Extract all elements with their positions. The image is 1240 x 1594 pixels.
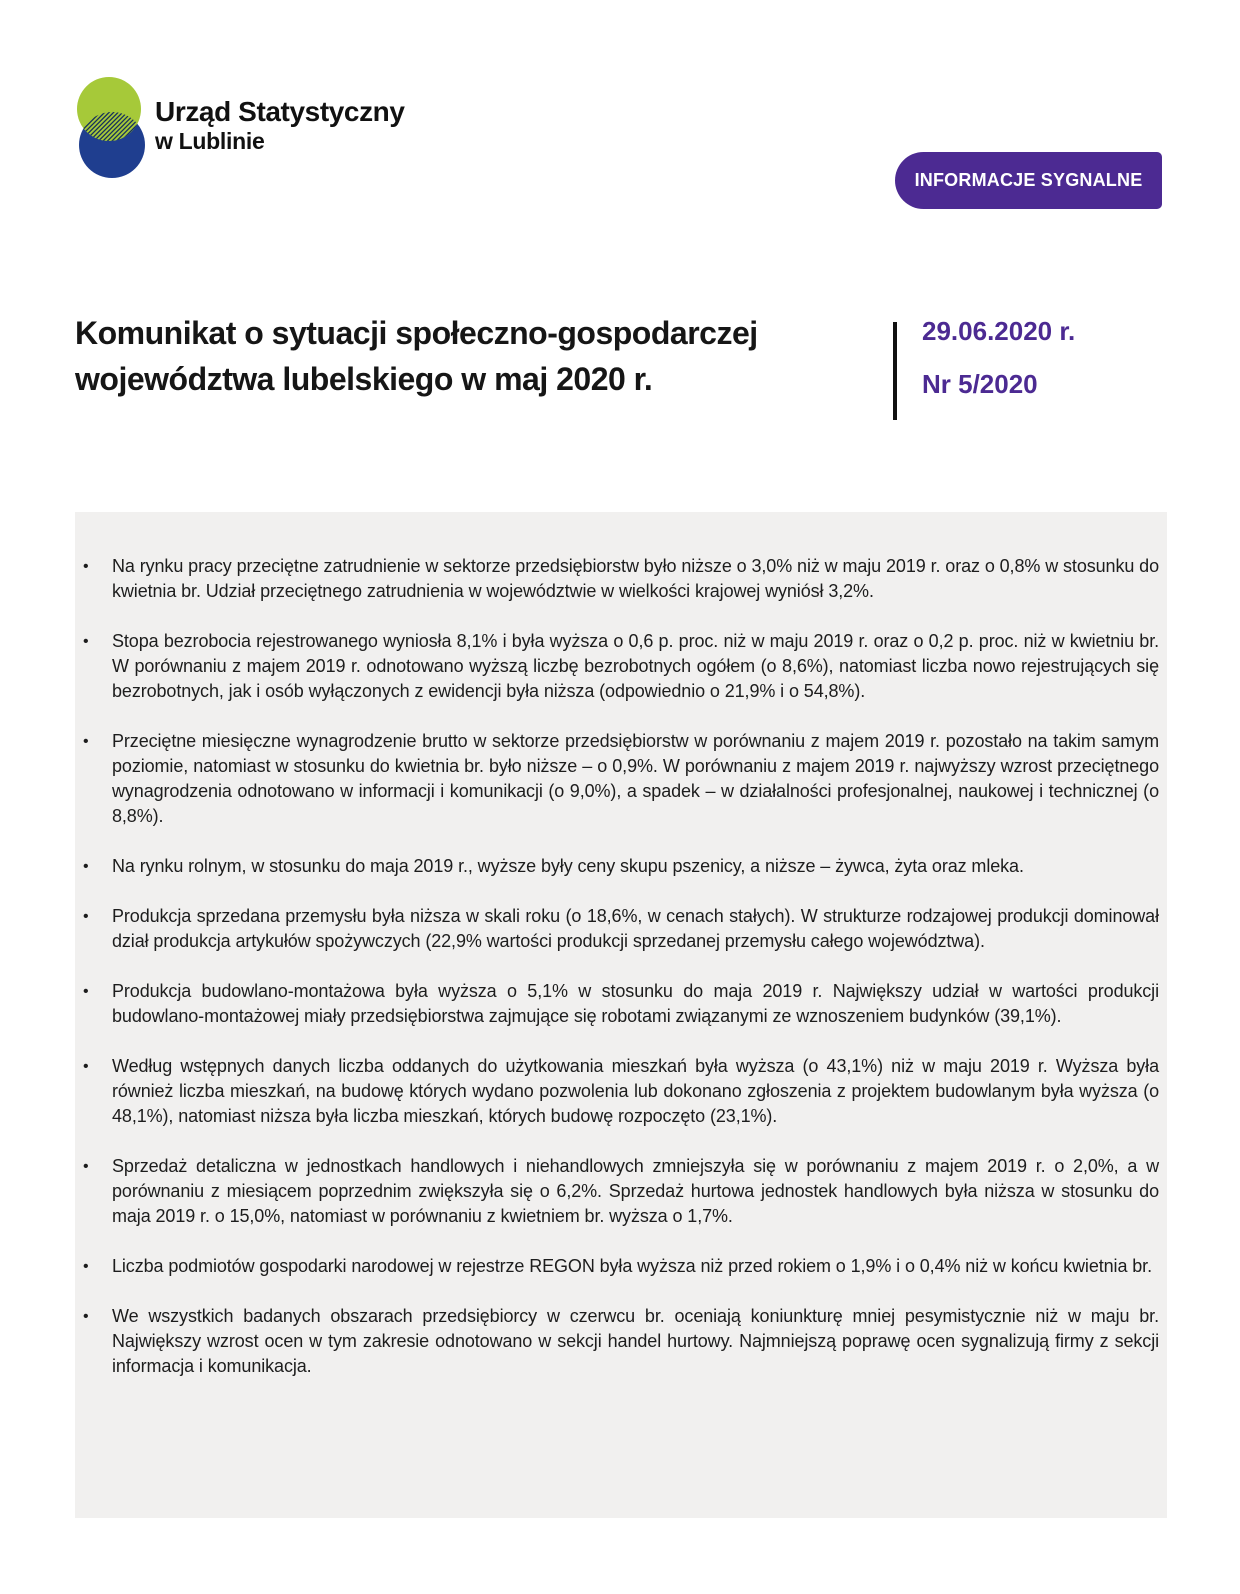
logo (75, 76, 405, 182)
info-badge (895, 152, 1162, 209)
summary-bullet: • Produkcja sprzedana przemysłu była niższa w skali roku (o 18,6%, w cenach stałych). W strukturze rodzajowej produkcji dominował dział produkcja artykułów spożywczych (22,9% wartości produkcji sprzedanej przemysłu całego województwa). (79, 904, 1159, 954)
meta-divider (893, 322, 897, 420)
summary-bullet: • Przeciętne miesięczne wynagrodzenie brutto w sektorze przedsiębiorstw w porównaniu z majem 2019 r. pozostało na takim samym poziomie, natomiast w stosunku do kwietnia br. było niższe – o 0,9%. W porównaniu z majem 2019 r. najwyższy wzrost przeciętnego wynagrodzenia odnotowano w informacji i komunikacji (o 9,0%), a spadek – w działalności profesjonalnej, naukowej i technicznej (o 8,8%). (79, 729, 1159, 829)
org-name: Urząd Statystyczny (155, 96, 405, 127)
info-badge-label: INFORMACJE SYGNALNE (914, 170, 1143, 190)
summary-bullet: • Liczba podmiotów gospodarki narodowej w rejestrze REGON była wyższa niż przed rokiem o 1,9% i o 0,4% niż w końcu kwietnia br. (79, 1254, 1159, 1279)
summary-bullet: • Stopa bezrobocia rejestrowanego wyniosła 8,1% i była wyższa o 0,6 p. proc. niż w maju 2019 r. oraz o 0,2 p. proc. niż w kwietniu br. W porównaniu z majem 2019 r. odnotowano wyższą liczbę bezrobotnych ogółem (o 8,6%), natomiast liczba nowo rejestrujących się bezrobotnych, jak i osób wyłączonych z ewidencji była niższa (odpowiednio o 21,9% i o 54,8%). (79, 629, 1159, 704)
summary-box (75, 512, 1167, 1518)
summary-bullet: • Na rynku rolnym, w stosunku do maja 2019 r., wyższe były ceny skupu pszenicy, a niższe – żywca, żyta oraz mleka. (79, 854, 1159, 879)
summary-bullet: • Według wstępnych danych liczba oddanych do użytkowania mieszkań była wyższa (o 43,1%) niż w maju 2019 r. Wyższa była również liczba mieszkań, na budowę których wydano pozwolenia lub dokonano zgłoszenia z projektem budowlanym była wyższa (o 48,1%), natomiast niższa była liczba mieszkań, których budowę rozpoczęto (23,1%). (79, 1054, 1159, 1129)
report-title: Komunikat o sytuacji społeczno-gospodarczej województwa lubelskiego w maj 2020 r. (75, 315, 758, 397)
org-location: w Lublinie (155, 128, 265, 154)
report-number: Nr 5/2020 (922, 369, 1038, 399)
summary-bullet: • Sprzedaż detaliczna w jednostkach handlowych i niehandlowych zmniejszyła się w porównaniu z majem 2019 r. o 2,0%, a w porównaniu z miesiącem poprzednim zwiększyła się o 6,2%. Sprzedaż hurtowa jednostek handlowych była niższa w stosunku do maja 2019 r. o 15,0%, natomiast w porównaniu z kwietniem br. wyższa o 1,7%. (79, 1154, 1159, 1229)
report-date: 29.06.2020 r. (922, 316, 1076, 346)
summary-bullet: • We wszystkich badanych obszarach przedsiębiorcy w czerwcu br. oceniają koniunkturę mniej pesymistycznie niż w maju br. Największy wzrost ocen w tym zakresie odnotowano w sekcji handel hurtowy. Najmniejszą poprawę ocen sygnalizują firmy z sekcji informacja i komunikacja. (79, 1304, 1159, 1379)
summary-bullet: • Na rynku pracy przeciętne zatrudnienie w sektorze przedsiębiorstw było niższe o 3,0% niż w maju 2019 r. oraz o 0,8% w stosunku do kwietnia br. Udział przeciętnego zatrudnienia w województwie w wielkości krajowej wyniósł 3,2%. (79, 554, 1159, 604)
summary-list (79, 554, 1159, 1379)
statistical-office-logo-icon (75, 76, 147, 182)
logo-text (155, 98, 405, 153)
report-meta (922, 316, 1075, 400)
summary-bullet: • Produkcja budowlano-montażowa była wyższa o 5,1% w stosunku do maja 2019 r. Największy udział w wartości produkcji budowlano-montażowej miały przedsiębiorstwa zajmujące się robotami związanymi ze wznoszeniem budynków (39,1%). (79, 979, 1159, 1029)
